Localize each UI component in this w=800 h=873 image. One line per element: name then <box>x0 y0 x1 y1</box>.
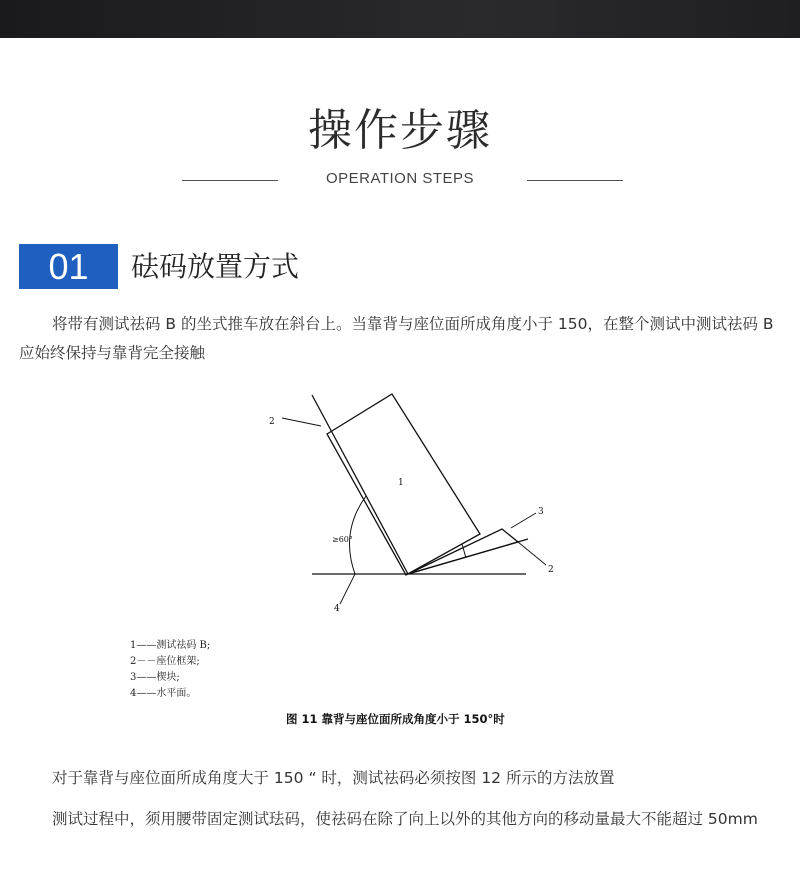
paragraph-belt <box>19 805 789 834</box>
label-4-ground: 4 <box>334 604 340 614</box>
label-2-backrest: 2 <box>269 417 275 427</box>
section-title: 砝码放置方式 <box>131 250 300 283</box>
label-2-seat: 2 <box>548 565 554 575</box>
subtitle-divider-right <box>527 180 623 181</box>
page-subtitle: OPERATION STEPS <box>325 170 475 187</box>
figure-legend <box>130 638 210 702</box>
label-1-mass: 1 <box>398 478 404 488</box>
legend-item: 1——测试祛码 B; <box>130 640 211 651</box>
paragraph-placement <box>19 310 789 368</box>
page-subtitle-row <box>0 170 800 192</box>
figure-caption: 图 11 靠背与座位面所成角度小于 150°时 <box>286 712 505 726</box>
paragraph-large-angle-text: 对于靠背与座位面所成角度大于 150 “ 时，测试祛码必须按图 12 所示的方法放置 <box>52 769 615 787</box>
backrest-frame <box>312 395 408 574</box>
label-angle: ≥60° <box>332 535 353 544</box>
paragraph-placement-text: 将带有测试祛码 B 的坐式推车放在斜台上。当靠背与座位面所成角度小于 150，在整个测试中测试祛码 B 应始终保持与靠背完全接触 <box>19 315 774 362</box>
paragraph-belt-text: 测试过程中，须用腰带固定测试珐码，使祛码在除了向上以外的其他方向的移动量最大不能超过 50mm <box>52 810 758 828</box>
legend-item: 2－－座位框架; <box>130 656 200 667</box>
paragraph-large-angle <box>19 764 789 793</box>
legend-item: 3——楔块; <box>130 672 180 683</box>
page-title: 操作步骤 <box>308 105 492 156</box>
top-banner <box>0 0 800 38</box>
wedge <box>408 529 518 574</box>
legend-item: 4——水平面。 <box>130 688 197 699</box>
label-3-wedge: 3 <box>538 507 544 517</box>
section-number-badge: 01 <box>19 244 118 289</box>
